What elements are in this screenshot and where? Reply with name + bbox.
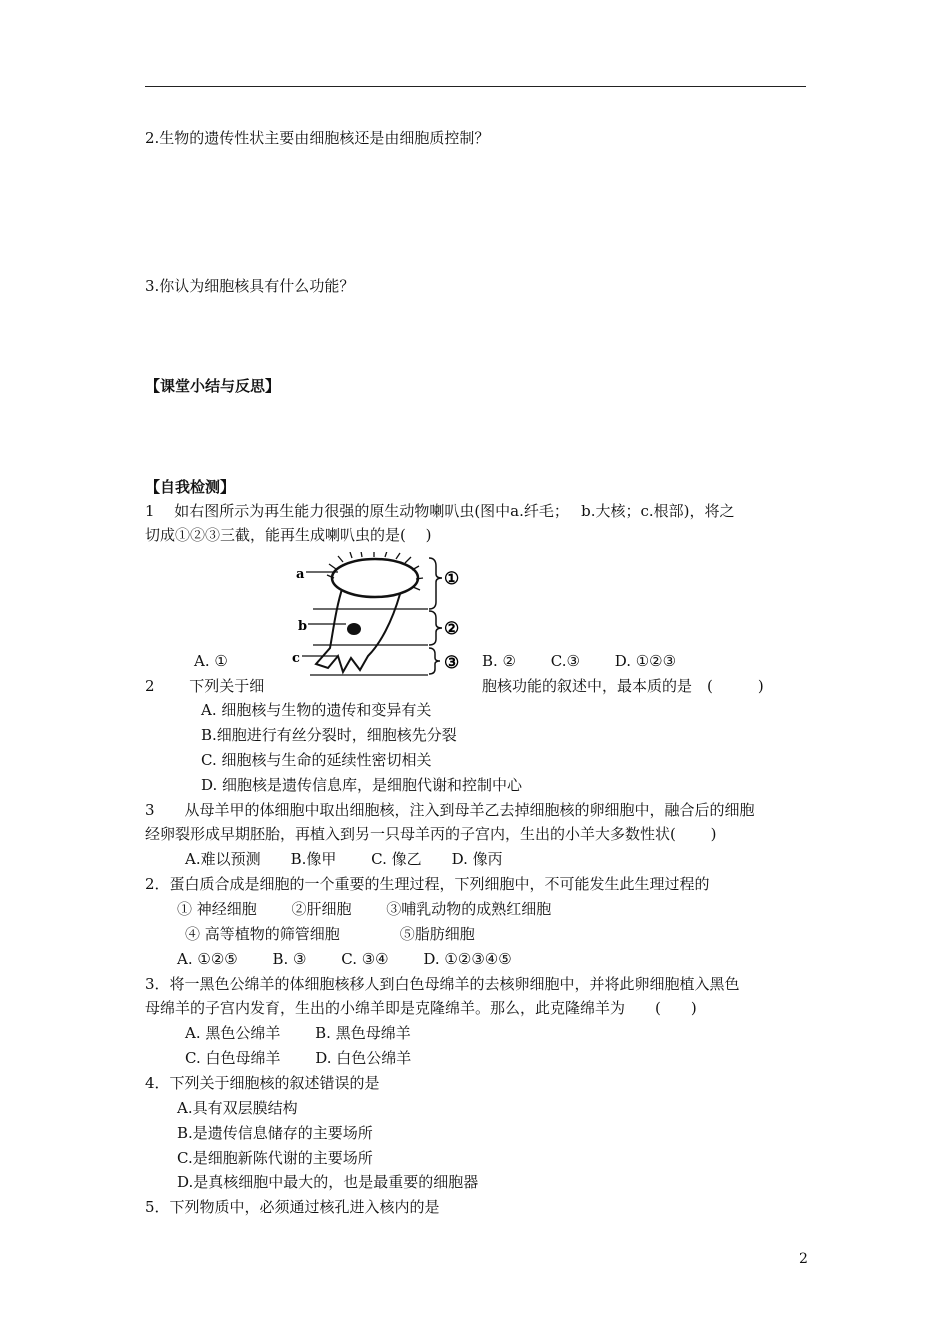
p3-stem-line2: 母绵羊的子宫内发育，生出的小绵羊即是克隆绵羊。那么，此克隆绵羊为 ( ) — [145, 999, 697, 1017]
p4-option-c: C.是细胞新陈代谢的主要场所 — [177, 1149, 373, 1167]
header-rule — [145, 86, 806, 87]
diagram-label-b: b — [298, 619, 308, 634]
q3-stem-line1: 3 从母羊甲的体细胞中取出细胞核，注入到母羊乙去掉细胞核的卵细胞中，融合后的细胞 — [145, 801, 755, 819]
diagram-section-2: ② — [444, 619, 460, 639]
p2-options: A. ①②⑤ B. ③ C. ③④ D. ①②③④⑤ — [177, 950, 512, 968]
q1-stem-line2: 切成①②③三截，能再生成喇叭虫的是( ) — [145, 526, 432, 544]
section-summary-heading: 【课堂小结与反思】 — [145, 377, 281, 395]
p3-stem-line1: 3．将一黑色公绵羊的体细胞核移人到白色母绵羊的去核卵细胞中，并将此卵细胞植入黑色 — [145, 975, 740, 993]
q2-stem-left: 2 下列关于细 — [145, 677, 265, 695]
diagram-section-3: ③ — [444, 653, 460, 673]
p4-option-d: D.是真核细胞中最大的，也是最重要的细胞器 — [177, 1173, 479, 1191]
question-nucleus-function: 3.你认为细胞核具有什么功能？ — [145, 277, 355, 295]
q1-option-a: A. ① — [194, 652, 228, 670]
section-test-heading: 【自我检测】 — [145, 478, 236, 496]
q1-stem-line1: 1 如右图所示为再生能力很强的原生动物喇叭虫(图中a.纤毛； b.大核；c.根部)，将之 — [145, 502, 735, 520]
page-number: 2 — [799, 1251, 808, 1267]
trumpet-animal-diagram — [288, 552, 473, 678]
question-heredity: 2.生物的遗传性状主要由细胞核还是由细胞质控制？ — [145, 129, 490, 147]
p3-options-row2: C. 白色母绵羊 D. 白色公绵羊 — [185, 1049, 412, 1067]
p5-stem: 5．下列物质中，必须通过核孔进入核内的是 — [145, 1198, 440, 1216]
p4-stem: 4．下列关于细胞核的叙述错误的是 — [145, 1074, 380, 1092]
diagram-label-c: c — [292, 651, 300, 666]
diagram-section-1: ① — [444, 569, 460, 589]
diagram-label-a: a — [296, 567, 305, 582]
q3-stem-line2: 经卵裂形成早期胚胎，再植入到另一只母羊丙的子宫内，生出的小羊大多数性状( ) — [145, 825, 717, 843]
p4-option-a: A.具有双层膜结构 — [177, 1099, 298, 1117]
q3-options: A.难以预测 B.像甲 C. 像乙 D. 像丙 — [185, 850, 503, 868]
q2-option-c: C. 细胞核与生命的延续性密切相关 — [201, 751, 432, 769]
p2-choices-row2: ④ 高等植物的筛管细胞 ⑤脂肪细胞 — [185, 925, 475, 943]
q2-option-d: D. 细胞核是遗传信息库，是细胞代谢和控制中心 — [201, 776, 523, 794]
p2-choices-row1: ① 神经细胞 ②肝细胞 ③哺乳动物的成熟红细胞 — [177, 900, 552, 918]
q2-option-b: B.细胞进行有丝分裂时，细胞核先分裂 — [201, 726, 457, 744]
q2-option-a: A. 细胞核与生物的遗传和变异有关 — [201, 701, 432, 719]
q2-stem-right: 胞核功能的叙述中，最本质的是 ( ) — [482, 677, 764, 695]
q1-options-rest: B. ② C.③ D. ①②③ — [482, 652, 677, 670]
p2-stem: 2．蛋白质合成是细胞的一个重要的生理过程，下列细胞中，不可能发生此生理过程的 — [145, 875, 710, 893]
p4-option-b: B.是遗传信息储存的主要场所 — [177, 1124, 373, 1142]
p3-options-row1: A. 黑色公绵羊 B. 黑色母绵羊 — [185, 1024, 411, 1042]
